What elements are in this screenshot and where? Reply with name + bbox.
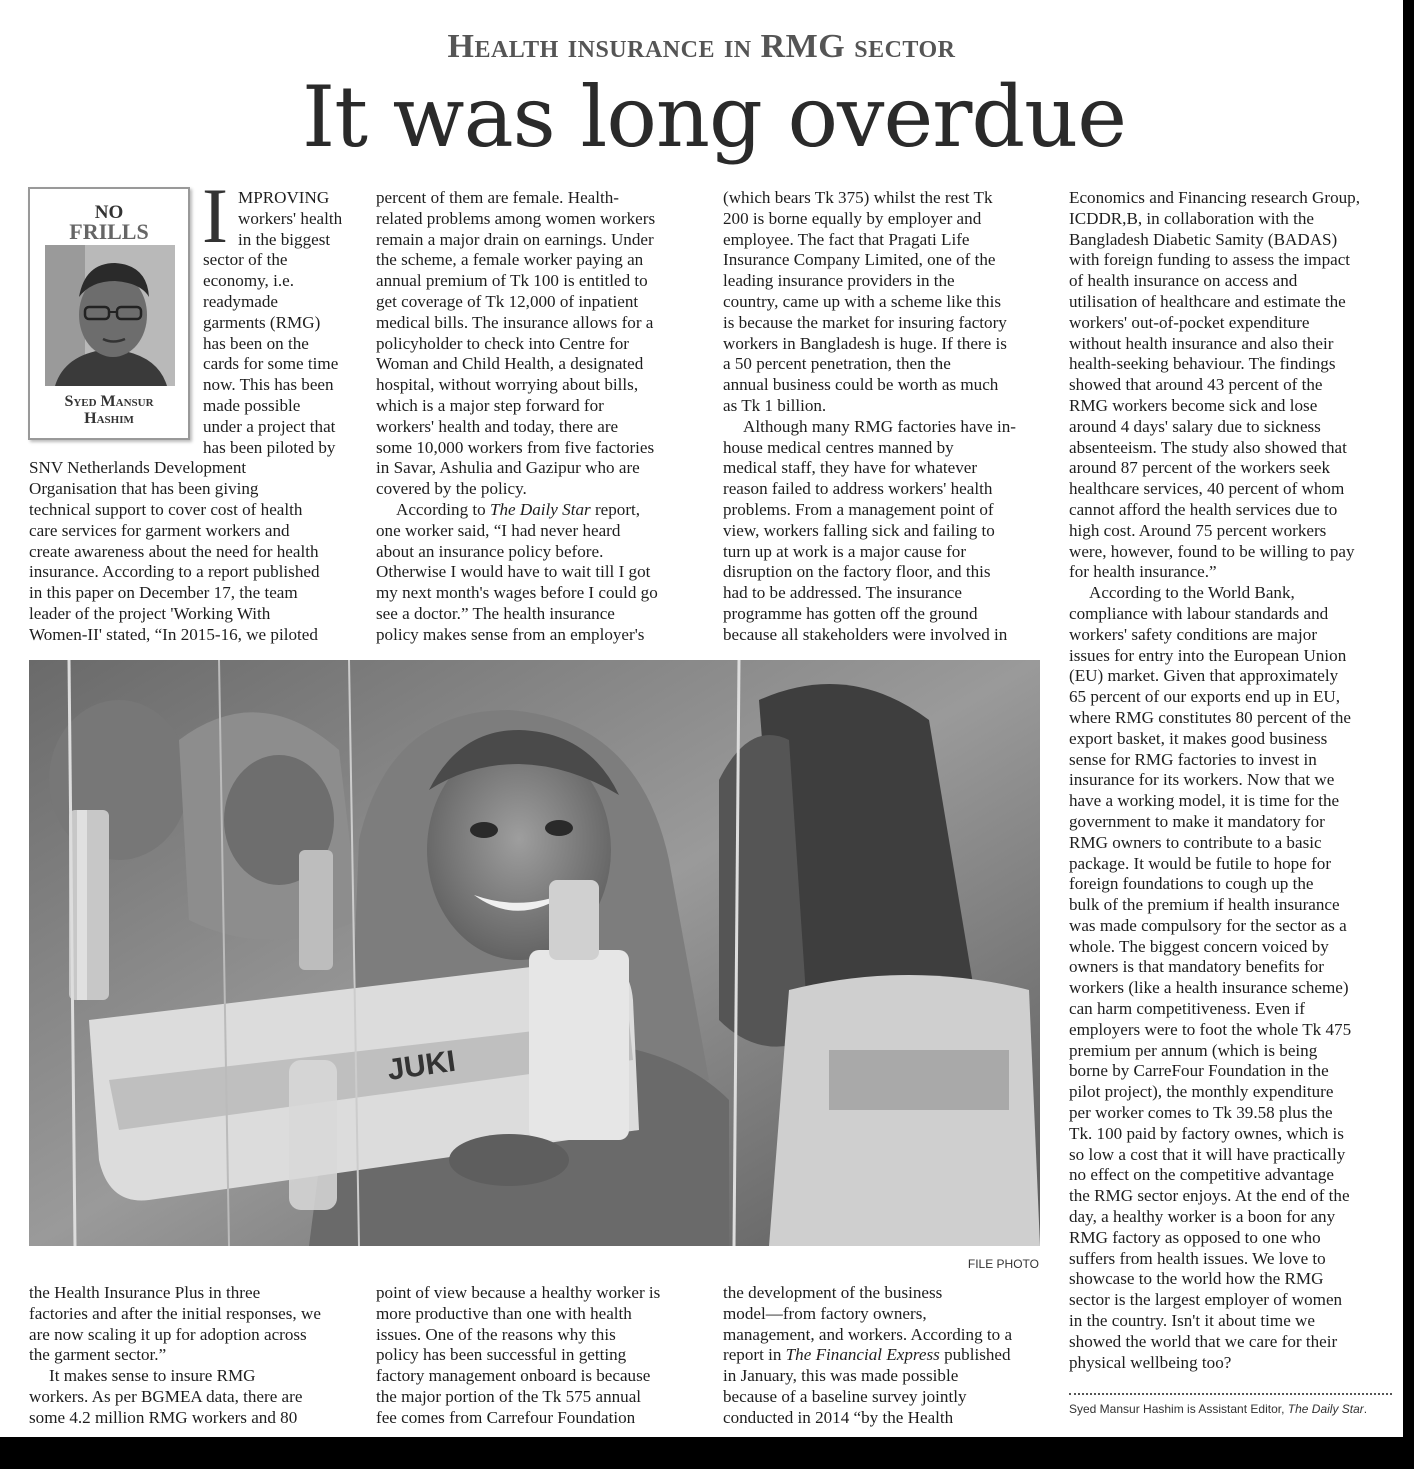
text-line: Tk. 100 paid by factory ownes, which is (1069, 1123, 1344, 1143)
text-line: absenteeism. The study also showed that (1069, 437, 1347, 457)
text-line: the major portion of the Tk 575 annual (376, 1386, 642, 1406)
publication-name: The Daily Star (490, 499, 591, 519)
column-name (30, 202, 188, 244)
bio-divider (1069, 1393, 1392, 1395)
text-run: published (939, 1345, 1011, 1365)
portrait-illustration (45, 245, 175, 386)
text-line: policy makes sense from an employer's (376, 624, 645, 644)
bio-publication: The Daily Star (1287, 1402, 1364, 1416)
text-line: has been piloted by (203, 437, 336, 457)
text-line: sector is the largest employer of women (1069, 1290, 1343, 1310)
text-line: Bangladesh Diabetic Samity (BADAS) (1069, 229, 1338, 249)
column-1-full-lines (29, 458, 320, 645)
column-4 (1069, 188, 1360, 1373)
text-line: readymade (203, 291, 278, 311)
text-line: workers. As per BGMEA data, there are (29, 1386, 303, 1406)
bio-text: Syed Mansur Hashim is Assistant Editor, (1069, 1402, 1288, 1416)
text-line: ICDDR,B, in collaboration with the (1069, 208, 1314, 228)
text-line: some 4.2 million RMG workers and 80 (29, 1407, 298, 1427)
text-line: which is a major step forward for (376, 395, 604, 415)
text-line: physical wellbeing too? (1069, 1352, 1232, 1372)
publication-name: The Financial Express (785, 1345, 940, 1365)
text-line (376, 500, 658, 521)
text-line: without health insurance and also their (1069, 333, 1334, 353)
text-line: RMG workers become sick and lose (1069, 395, 1318, 415)
text-line: in January, this was made possible (723, 1366, 959, 1386)
text-line: house medical centres manned by (723, 437, 954, 457)
column-1-top-lines (238, 188, 342, 250)
text-line: reason failed to address workers' health (723, 479, 993, 499)
text-line: 200 is borne equally by employer and (723, 208, 982, 228)
text-line: hospital, without worrying about bills, (376, 375, 639, 395)
article-photo (29, 660, 1040, 1246)
text-line: borne by CarreFour Foundation in the (1069, 1061, 1329, 1081)
text-line: technical support to cover cost of health (29, 499, 303, 519)
text-line: bulk of the premium if health insurance (1069, 895, 1340, 915)
text-line: showed that around 43 percent of the (1069, 375, 1323, 395)
text-line: as Tk 1 billion. (723, 395, 827, 415)
bottom-column-2 (376, 1283, 660, 1429)
text-line: insurance for its workers. Now that we (1069, 770, 1335, 790)
text-line: related problems among women workers (376, 208, 656, 228)
text-line: annual business could be worth as much (723, 375, 999, 395)
article-headline: It was long overdue (302, 68, 1126, 166)
text-line: see a doctor.” The health insurance (376, 603, 615, 623)
text-line: had to be addressed. The insurance (723, 583, 962, 603)
author-name-line-2: Hashim (84, 410, 134, 427)
text-line: factories and after the initial responses, we (29, 1303, 321, 1323)
text-line: Organisation that has been giving (29, 479, 259, 499)
column-name-line-2: FRILLS (69, 219, 149, 244)
text-line: Economics and Financing research Group, (1069, 188, 1360, 207)
text-line: sense for RMG factories to invest in (1069, 749, 1317, 769)
text-line: get coverage of Tk 12,000 of inpatient (376, 291, 639, 311)
text-line: around 4 days' salary due to sickness (1069, 416, 1321, 436)
text-line: have a working model, it is time for the (1069, 791, 1340, 811)
text-line: point of view because a healthy worker is (376, 1283, 661, 1302)
text-line: the RMG sector enjoys. At the end of the (1069, 1186, 1350, 1206)
text-line: under a project that (203, 416, 336, 436)
text-line (723, 1345, 1012, 1366)
text-line: are now scaling it up for adoption across (29, 1324, 307, 1344)
text-line: of health insurance on access and (1069, 271, 1298, 291)
text-line: government to make it mandatory for (1069, 811, 1325, 831)
text-line: per worker comes to Tk 39.58 plus the (1069, 1103, 1333, 1123)
text-line: Woman and Child Health, a designated (376, 354, 644, 374)
bottom-column-1 (29, 1283, 321, 1429)
author-name-line-1: Syed Mansur (64, 393, 154, 410)
text-line: showed the world that we care for their (1069, 1331, 1338, 1351)
columnist-box (28, 187, 190, 440)
column-2 (376, 188, 658, 646)
text-line: the scheme, a female worker paying an (376, 250, 644, 270)
text-line: leader of the project 'Working With (29, 603, 271, 623)
text-line: policyholder to check into Centre for (376, 333, 630, 353)
text-line: export basket, it makes good business (1069, 728, 1328, 748)
text-line: Insurance Company Limited, one of the (723, 250, 996, 270)
text-line: health-seeking behaviour. The findings (1069, 354, 1336, 374)
text-line: policy has been successful in getting (376, 1345, 627, 1365)
text-line: suffers from health issues. We love to (1069, 1248, 1326, 1268)
text-line: covered by the policy. (376, 479, 527, 499)
text-line: medical staff, they have for whatever (723, 458, 978, 478)
text-line: about an insurance policy before. (376, 541, 604, 561)
garment-worker-photo (29, 660, 1040, 1246)
text-line: package. It would be futile to hope for (1069, 853, 1332, 873)
text-line: percent of them are female. Health- (376, 188, 619, 207)
column-3 (723, 188, 1016, 646)
text-line: care services for garment workers and (29, 520, 290, 540)
text-line: garments (RMG) (203, 312, 321, 332)
text-line: one worker said, “I had never heard (376, 520, 621, 540)
text-run: report in (723, 1345, 786, 1365)
text-line: (EU) market. Given that approximately (1069, 666, 1339, 686)
text-line: so low a cost that it will have practically (1069, 1144, 1346, 1164)
text-line: MPROVING (238, 188, 330, 207)
text-line: around 87 percent of the workers seek (1069, 458, 1331, 478)
text-run: report, (590, 499, 641, 519)
text-line: made possible (203, 395, 301, 415)
text-line: programme has gotten off the ground (723, 603, 978, 623)
text-line: RMG owners to contribute to a basic (1069, 832, 1322, 852)
text-line: foreign foundations to cough up the (1069, 874, 1314, 894)
text-line: whole. The biggest concern voiced by (1069, 936, 1329, 956)
text-line: showcase to the world how the RMG (1069, 1269, 1324, 1289)
text-line: model—from factory owners, (723, 1303, 927, 1323)
text-line: factory management onboard is because (376, 1366, 651, 1386)
text-line: create awareness about the need for health (29, 541, 319, 561)
text-line: because all stakeholders were involved in (723, 624, 1008, 644)
text-line: has been on the (203, 333, 309, 353)
text-line: sector of the (203, 250, 288, 270)
author-bio (1069, 1402, 1394, 1417)
text-line: Otherwise I would have to wait till I got (376, 562, 651, 582)
text-line: cards for some time (203, 354, 339, 374)
text-line: disruption on the factory floor, and this (723, 562, 991, 582)
text-line: issues for entry into the European Union (1069, 645, 1347, 665)
text-line: RMG factory as opposed to one who (1069, 1227, 1321, 1247)
text-line: in Savar, Ashulia and Gazipur who are (376, 458, 640, 478)
text-line: management, and workers. According to a (723, 1324, 1013, 1344)
text-line: utilisation of healthcare and estimate the (1069, 291, 1346, 311)
text-line: problems. From a management point of (723, 499, 994, 519)
machine-brand-label: JUKI (385, 1044, 458, 1087)
text-line: high cost. Around 75 percent workers (1069, 520, 1327, 540)
text-line: can harm competitiveness. Even if (1069, 999, 1305, 1019)
text-line: According to the World Bank, (1089, 583, 1295, 603)
text-line: cannot afford the health services due to (1069, 499, 1338, 519)
text-line: 65 percent of our exports end up in EU, (1069, 687, 1341, 707)
text-line: annual premium of Tk 100 is entitled to (376, 271, 648, 291)
text-line: workers' safety conditions are major (1069, 624, 1318, 644)
text-line: where RMG constitutes 80 percent of the (1069, 707, 1351, 727)
text-line: insurance. According to a report published (29, 562, 320, 582)
text-line: more productive than one with health (376, 1303, 632, 1323)
text-line: in the country. Isn't it about time we (1069, 1311, 1315, 1331)
text-line: the garment sector.” (29, 1345, 167, 1365)
text-line: owners is that mandatory benefits for (1069, 957, 1324, 977)
author-portrait (45, 245, 175, 386)
text-line: issues. One of the reasons why this (376, 1324, 616, 1344)
text-line: workers' health (238, 208, 343, 228)
column-1-wrap-lines (203, 250, 338, 458)
text-line: because of a baseline survey jointly (723, 1386, 967, 1406)
text-line: now. This has been (203, 375, 334, 395)
text-line: were, however, found to be willing to pay (1069, 541, 1355, 561)
text-line: no effect on the competitive advantage (1069, 1165, 1335, 1185)
bottom-column-3 (723, 1283, 1012, 1429)
text-line: employee. The fact that Pragati Life (723, 229, 970, 249)
text-line: healthcare services, 40 percent of whom (1069, 479, 1345, 499)
text-line: It makes sense to insure RMG (49, 1366, 256, 1386)
text-line: fee comes from Carrefour Foundation (376, 1407, 636, 1427)
text-line: was made compulsory for the sector as a (1069, 915, 1347, 935)
text-line: workers in Bangladesh is huge. If there is (723, 333, 1007, 353)
text-line: workers' out-of-pocket expenditure (1069, 312, 1310, 332)
text-line: Women-II' stated, “In 2015-16, we piloted (29, 624, 318, 644)
text-line: view, workers falling sick and failing to (723, 520, 995, 540)
text-line: the development of the business (723, 1283, 943, 1302)
text-line: country, came up with a scheme like this (723, 291, 1002, 311)
text-line: workers (like a health insurance scheme) (1069, 978, 1349, 998)
text-line: in this paper on December 17, the team (29, 583, 298, 603)
text-line: pilot project), the monthly expenditure (1069, 1082, 1334, 1102)
text-line: leading insurance providers in the (723, 271, 955, 291)
text-line: workers' health and today, there are (376, 416, 619, 436)
text-line: a 50 percent penetration, then the (723, 354, 951, 374)
text-line: remain a major drain on earnings. Under (376, 229, 654, 249)
text-line: employers were to foot the whole Tk 475 (1069, 1019, 1352, 1039)
text-line: some 10,000 workers from five factories (376, 437, 655, 457)
text-line: for health insurance.” (1069, 562, 1217, 582)
text-line: conducted in 2014 “by the Health (723, 1407, 954, 1427)
text-run: According to (396, 499, 490, 519)
text-line: my next month's wages before I could go (376, 583, 658, 603)
text-line: with foreign funding to assess the impact (1069, 250, 1351, 270)
text-line: compliance with labour standards and (1069, 603, 1329, 623)
article-kicker: Health insurance in RMG sector (447, 28, 956, 65)
text-line: (which bears Tk 375) whilst the rest Tk (723, 188, 993, 207)
text-line: the Health Insurance Plus in three (29, 1283, 261, 1302)
text-line: Although many RMG factories have in- (743, 416, 1016, 436)
drop-cap: I (202, 172, 228, 259)
text-line: premium per annum (which is being (1069, 1040, 1318, 1060)
column-name-line-1: NO (94, 202, 124, 223)
text-line: medical bills. The insurance allows for a (376, 312, 654, 332)
bio-text-end: . (1363, 1402, 1368, 1416)
text-line: day, a healthy worker is a boon for any (1069, 1207, 1336, 1227)
text-line: turn up at work is a major cause for (723, 541, 967, 561)
text-line: SNV Netherlands Development (29, 458, 247, 478)
photo-credit: FILE PHOTO (967, 1257, 1039, 1271)
text-line: in the biggest (238, 229, 331, 249)
text-line: economy, i.e. (203, 271, 294, 291)
author-name (30, 393, 188, 427)
text-line: is because the market for insuring factory (723, 312, 1007, 332)
